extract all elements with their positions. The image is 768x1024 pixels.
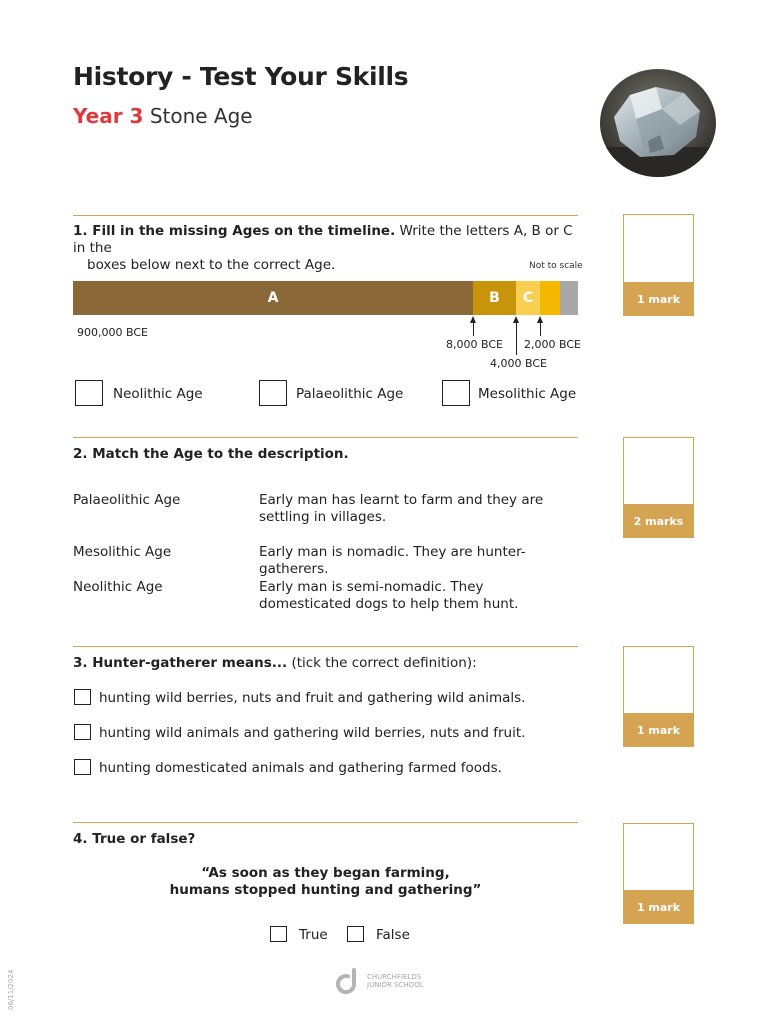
arrow-4000-line: [516, 322, 517, 355]
q4-quote-line2: humans stopped hunting and gathering”: [169, 882, 482, 898]
q4-prompt-text: 4. True or false?: [73, 831, 196, 847]
q4-false-label: False: [376, 927, 410, 943]
option-palaeolithic: Palaeolithic Age: [296, 386, 404, 402]
q2-mark-box[interactable]: [623, 437, 694, 538]
not-to-scale-note: Not to scale: [529, 261, 583, 271]
flint-stone-image: [600, 69, 716, 177]
date-8000-bce: 8,000 BCE: [446, 338, 503, 351]
q1-mark-label: 1 mark: [623, 282, 694, 316]
q4-mark-box[interactable]: [623, 823, 694, 924]
segment-c-label: C: [522, 290, 534, 306]
q1-divider: [73, 215, 578, 216]
arrow-8000-line: [473, 322, 474, 336]
school-name-line1: CHURCHFIELDS: [367, 973, 422, 981]
q1-prompt-line2: boxes below next to the correct Age.: [87, 257, 336, 273]
date-900000-bce: 900,000 BCE: [77, 326, 148, 339]
answer-box-mesolithic[interactable]: [442, 380, 470, 406]
page-subtitle: [73, 104, 253, 128]
q2-description-1: Early man has learnt to farm and they are settling in villages.: [259, 492, 544, 525]
year-label: Year 3: [73, 104, 144, 128]
option-neolithic: Neolithic Age: [113, 386, 203, 402]
q4-prompt: [73, 831, 195, 848]
q3-mark-label: 1 mark: [623, 713, 694, 747]
q3-checkbox-1[interactable]: [74, 689, 91, 705]
q3-prompt-rest: (tick the correct definition):: [287, 655, 477, 671]
q4-mark-label: 1 mark: [623, 890, 694, 924]
q3-option-3: hunting domesticated animals and gathering farmed foods.: [99, 760, 502, 776]
q4-true-checkbox[interactable]: [270, 926, 287, 942]
school-name: [367, 973, 424, 989]
timeline-segment-b: [473, 281, 516, 315]
page-title: History - Test Your Skills: [73, 62, 409, 91]
timeline-segment-bronze: [540, 281, 560, 315]
q4-false-checkbox[interactable]: [347, 926, 364, 942]
answer-box-palaeolithic[interactable]: [259, 380, 287, 406]
q2-description-2: Early man is nomadic. They are hunter-gatherers.: [259, 544, 526, 577]
q4-true-label: True: [299, 927, 328, 943]
timeline-segment-c: [516, 281, 540, 315]
q1-prompt-bold: 1. Fill in the missing Ages on the timeline.: [73, 223, 396, 239]
q4-quote-line1: “As soon as they began farming,: [201, 865, 450, 881]
q2-description-3: Early man is semi-nomadic. They domesticated dogs to help them hunt.: [259, 579, 519, 612]
school-logo: [336, 968, 424, 994]
q3-divider: [73, 646, 578, 647]
option-mesolithic: Mesolithic Age: [478, 386, 577, 402]
timeline-segment-a: [73, 281, 473, 315]
print-date: 06/11/2024: [7, 969, 15, 1010]
arrow-2000-line: [540, 322, 541, 336]
q3-option-2: hunting wild animals and gathering wild berries, nuts and fruit.: [99, 725, 526, 741]
q4-quote: [73, 865, 578, 899]
q4-divider: [73, 822, 578, 823]
q3-prompt: [73, 655, 477, 672]
school-logo-icon: [336, 968, 362, 994]
topic-label: Stone Age: [149, 104, 253, 128]
q2-prompt-text: 2. Match the Age to the description.: [73, 446, 349, 462]
q3-checkbox-3[interactable]: [74, 759, 91, 775]
q1-mark-box[interactable]: [623, 214, 694, 316]
segment-a-label: A: [267, 290, 279, 306]
timeline-segment-iron: [560, 281, 578, 315]
q3-prompt-bold: 3. Hunter-gatherer means...: [73, 655, 288, 671]
q3-checkbox-2[interactable]: [74, 724, 91, 740]
school-name-line2: JUNIOR SCHOOL: [367, 981, 424, 989]
answer-box-neolithic[interactable]: [75, 380, 103, 406]
q2-age-palaeolithic: Palaeolithic Age: [73, 492, 181, 508]
q2-divider: [73, 437, 578, 438]
q3-mark-box[interactable]: [623, 646, 694, 747]
q1-prompt-rest: Write the letters A, B or C in the: [73, 223, 573, 256]
date-4000-bce: 4,000 BCE: [490, 357, 547, 370]
q2-prompt: [73, 446, 349, 463]
q2-age-mesolithic: Mesolithic Age: [73, 544, 172, 560]
q2-age-neolithic: Neolithic Age: [73, 579, 163, 595]
date-2000-bce: 2,000 BCE: [524, 338, 581, 351]
q2-mark-label: 2 marks: [623, 504, 694, 538]
q1-prompt: [73, 223, 573, 274]
segment-b-label: B: [489, 290, 500, 306]
q3-option-1: hunting wild berries, nuts and fruit and gathering wild animals.: [99, 690, 526, 706]
